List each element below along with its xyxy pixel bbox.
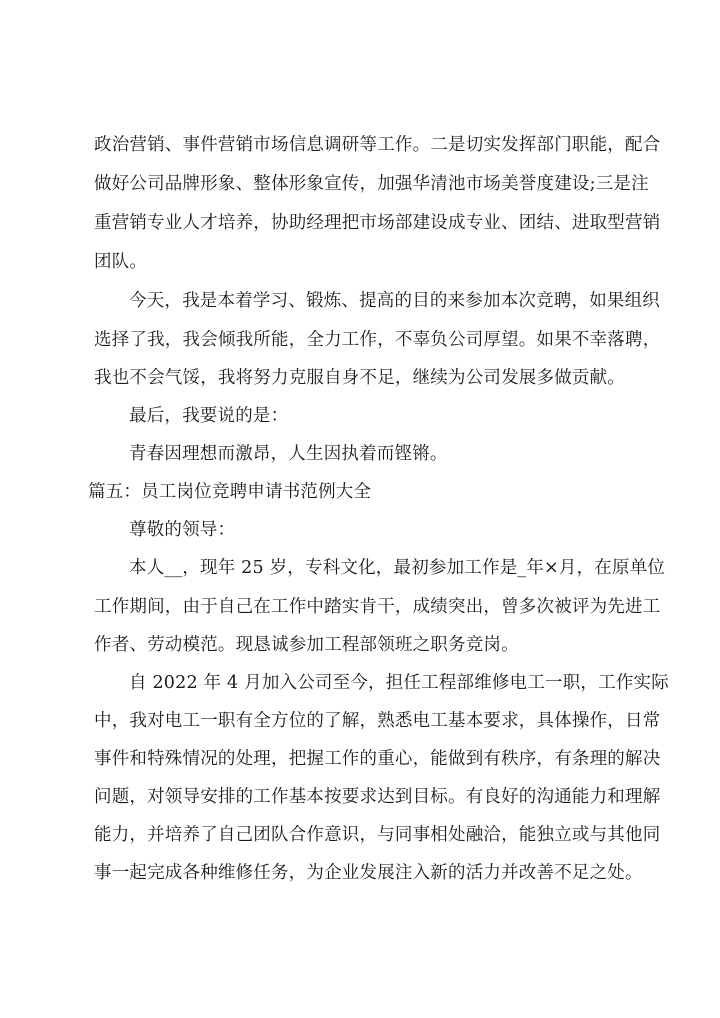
- text-line: 事件和特殊情况的处理，把握工作的重心，能做到有秩序，有条理的解决: [94, 749, 661, 769]
- text-line: 做好公司品牌形象、整体形象宣传，加强华清池市场美誉度建设;三是注: [94, 174, 649, 194]
- text-line: 能力，并培养了自己团队合作意识，与同事相处融洽，能独立或与其他同: [94, 825, 661, 845]
- text-line: 本人__，现年 25 岁，专科文化，最初参加工作是_年×月，在原单位: [129, 558, 666, 578]
- text-line: 团队。: [94, 252, 148, 272]
- text-line: 事一起完成各种维修任务，为企业发展注入新的活力并改善不足之处。: [94, 863, 643, 883]
- text-line: 最后，我要说的是：: [129, 406, 289, 426]
- section-heading: 篇五：员工岗位竞聘申请书范例大全: [88, 482, 372, 502]
- text-line: 中，我对电工一职有全方位的了解，熟悉电工基本要求，具体操作，日常: [94, 711, 661, 731]
- text-line: 问题，对领导安排的工作基本按要求达到目标。有良好的沟通能力和理解: [94, 787, 661, 807]
- text-line: 今天，我是本着学习、锻炼、提高的目的来参加本次竞聘，如果组织: [129, 291, 660, 311]
- text-line: 重营销专业人才培养，协助经理把市场部建设成专业、团结、进取型营销: [94, 213, 661, 233]
- text-line: 选择了我，我会倾我所能，全力工作，不辜负公司厚望。如果不幸落聘，: [94, 330, 661, 350]
- text-line: 政治营销、事件营销市场信息调研等工作。二是切实发挥部门职能，配合: [94, 135, 661, 155]
- text-line: 我也不会气馁，我将努力克服自身不足，继续为公司发展多做贡献。: [94, 368, 625, 388]
- text-line: 青春因理想而激昂，人生因执着而铿锵。: [129, 444, 448, 464]
- text-line: 作者、劳动模范。现恳诚参加工程部领班之职务竞岗。: [94, 635, 519, 655]
- text-line: 自 2022 年 4 月加入公司至今，担任工程部维修电工一职，工作实际: [129, 673, 669, 693]
- text-line: 工作期间，由于自己在工作中踏实肯干，成绩突出，曾多次被评为先进工: [94, 597, 661, 617]
- salutation: 尊敬的领导：: [129, 520, 236, 540]
